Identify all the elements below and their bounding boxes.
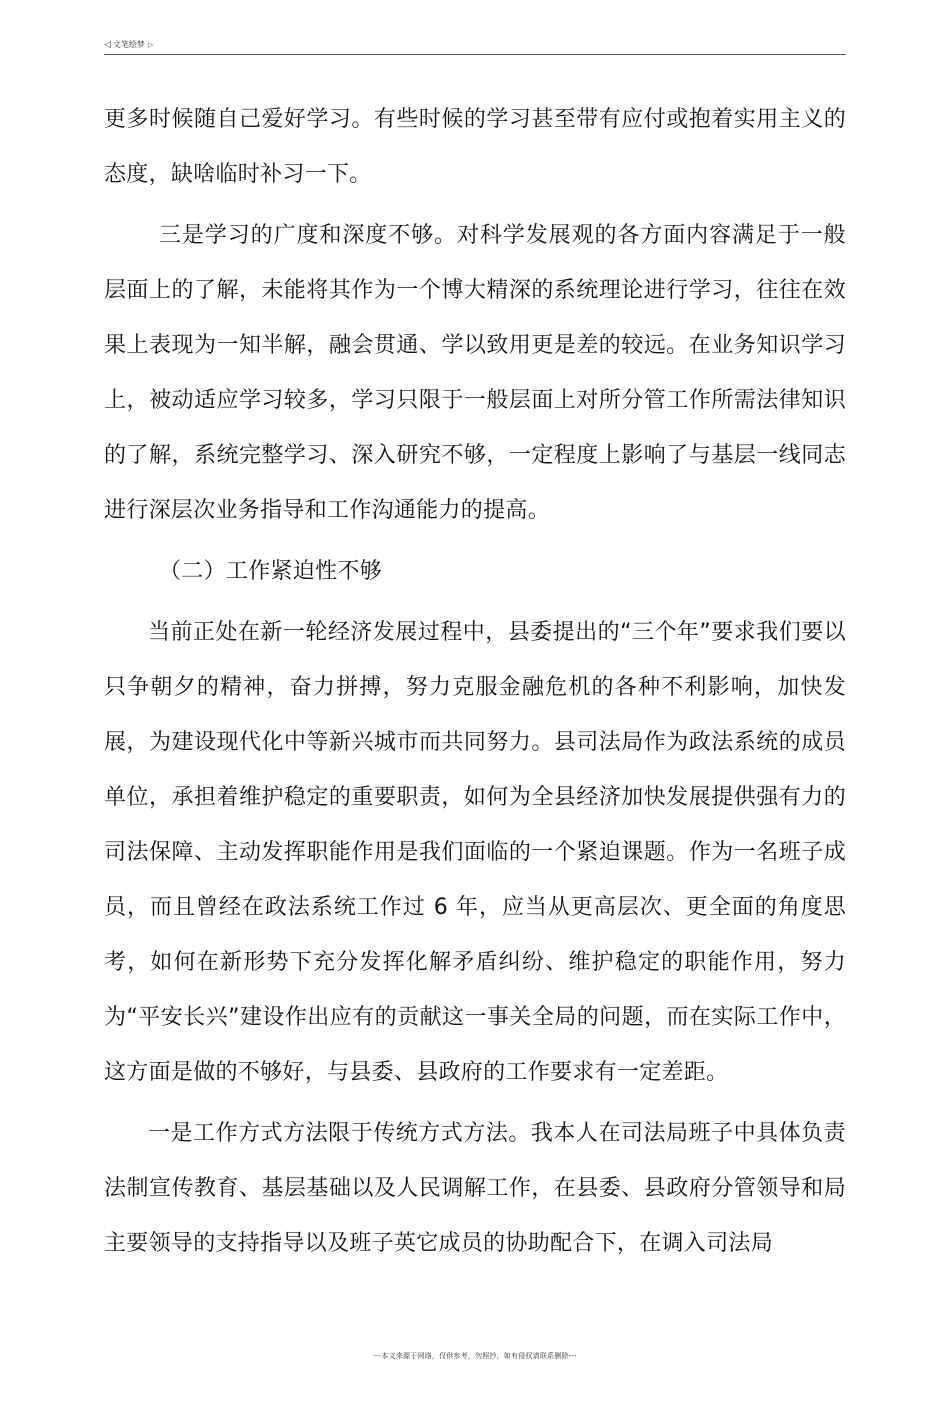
page-footer: ---本文来源于网络，仅供参考，勿照抄，如有侵权请联系删除--- — [373, 1352, 577, 1360]
triangle-right-icon: ▷ — [147, 41, 154, 49]
section-heading-two: （二）工作紧迫性不够 — [159, 559, 383, 584]
header-title: 文笔绘梦 — [112, 40, 145, 49]
triangle-left-icon: ◁ — [104, 40, 111, 50]
paragraph-continuation: 更多时候随自己爱好学习。有些时候的学习甚至带有应付或抱着实用主义的态度，缺啥临时补习一下。 — [104, 107, 846, 187]
paragraph-point-three: 三是学习的广度和深度不够。对科学发展观的各方面内容满足于一般层面上的了解，未能将其作为一个博大精深的系统理论进行学习，往往在效果上表现为一知半解，融会贯通、学以致用更是差的较远。在业务知识学习上，被动适应学习较多，学习只限于一般层面上对所分管工作所需法律知识的了解，系统完整学习、深入研究不够，一定程度上影响了与基层一线同志进行深层次业务指导和工作沟通能力的提高。 — [104, 223, 846, 523]
page-header — [104, 40, 846, 55]
paragraph-current-situation: 当前正处在新一轮经济发展过程中，县委提出的“三个年”要求我们要以只争朝夕的精神，奋力拼搏，努力克服金融危机的各种不利影响，加快发展，为建设现代化中等新兴城市而共同努力。县司法局作为政法系统的成员单位，承担着维护稳定的重要职责，如何为全县经济加快发展提供强有力的司法保障、主动发挥职能作用是我们面临的一个紧迫课题。作为一名班子成员，而且曾经在政法系统工作过 6 年，应当从更高层次、更全面的角度思考，如何在新形势下充分发挥化解矛盾纠纷、维护稳定的职能作用，努力为“平安长兴”建设作出应有的贡献这一事关全局的问题，而在实际工作中，这方面是做的不够好，与县委、县政府的工作要求有一定差距。 — [104, 620, 846, 1085]
document-body — [104, 92, 846, 1271]
paragraph-point-one: 一是工作方式方法限于传统方式方法。我本人在司法局班子中具体负责法制宣传教育、基层基础以及人民调解工作，在县委、县政府分管领导和局主要领导的支持指导以及班子英它成员的协助配合下，在调入司法局 — [104, 1121, 846, 1256]
header-label — [104, 40, 153, 50]
